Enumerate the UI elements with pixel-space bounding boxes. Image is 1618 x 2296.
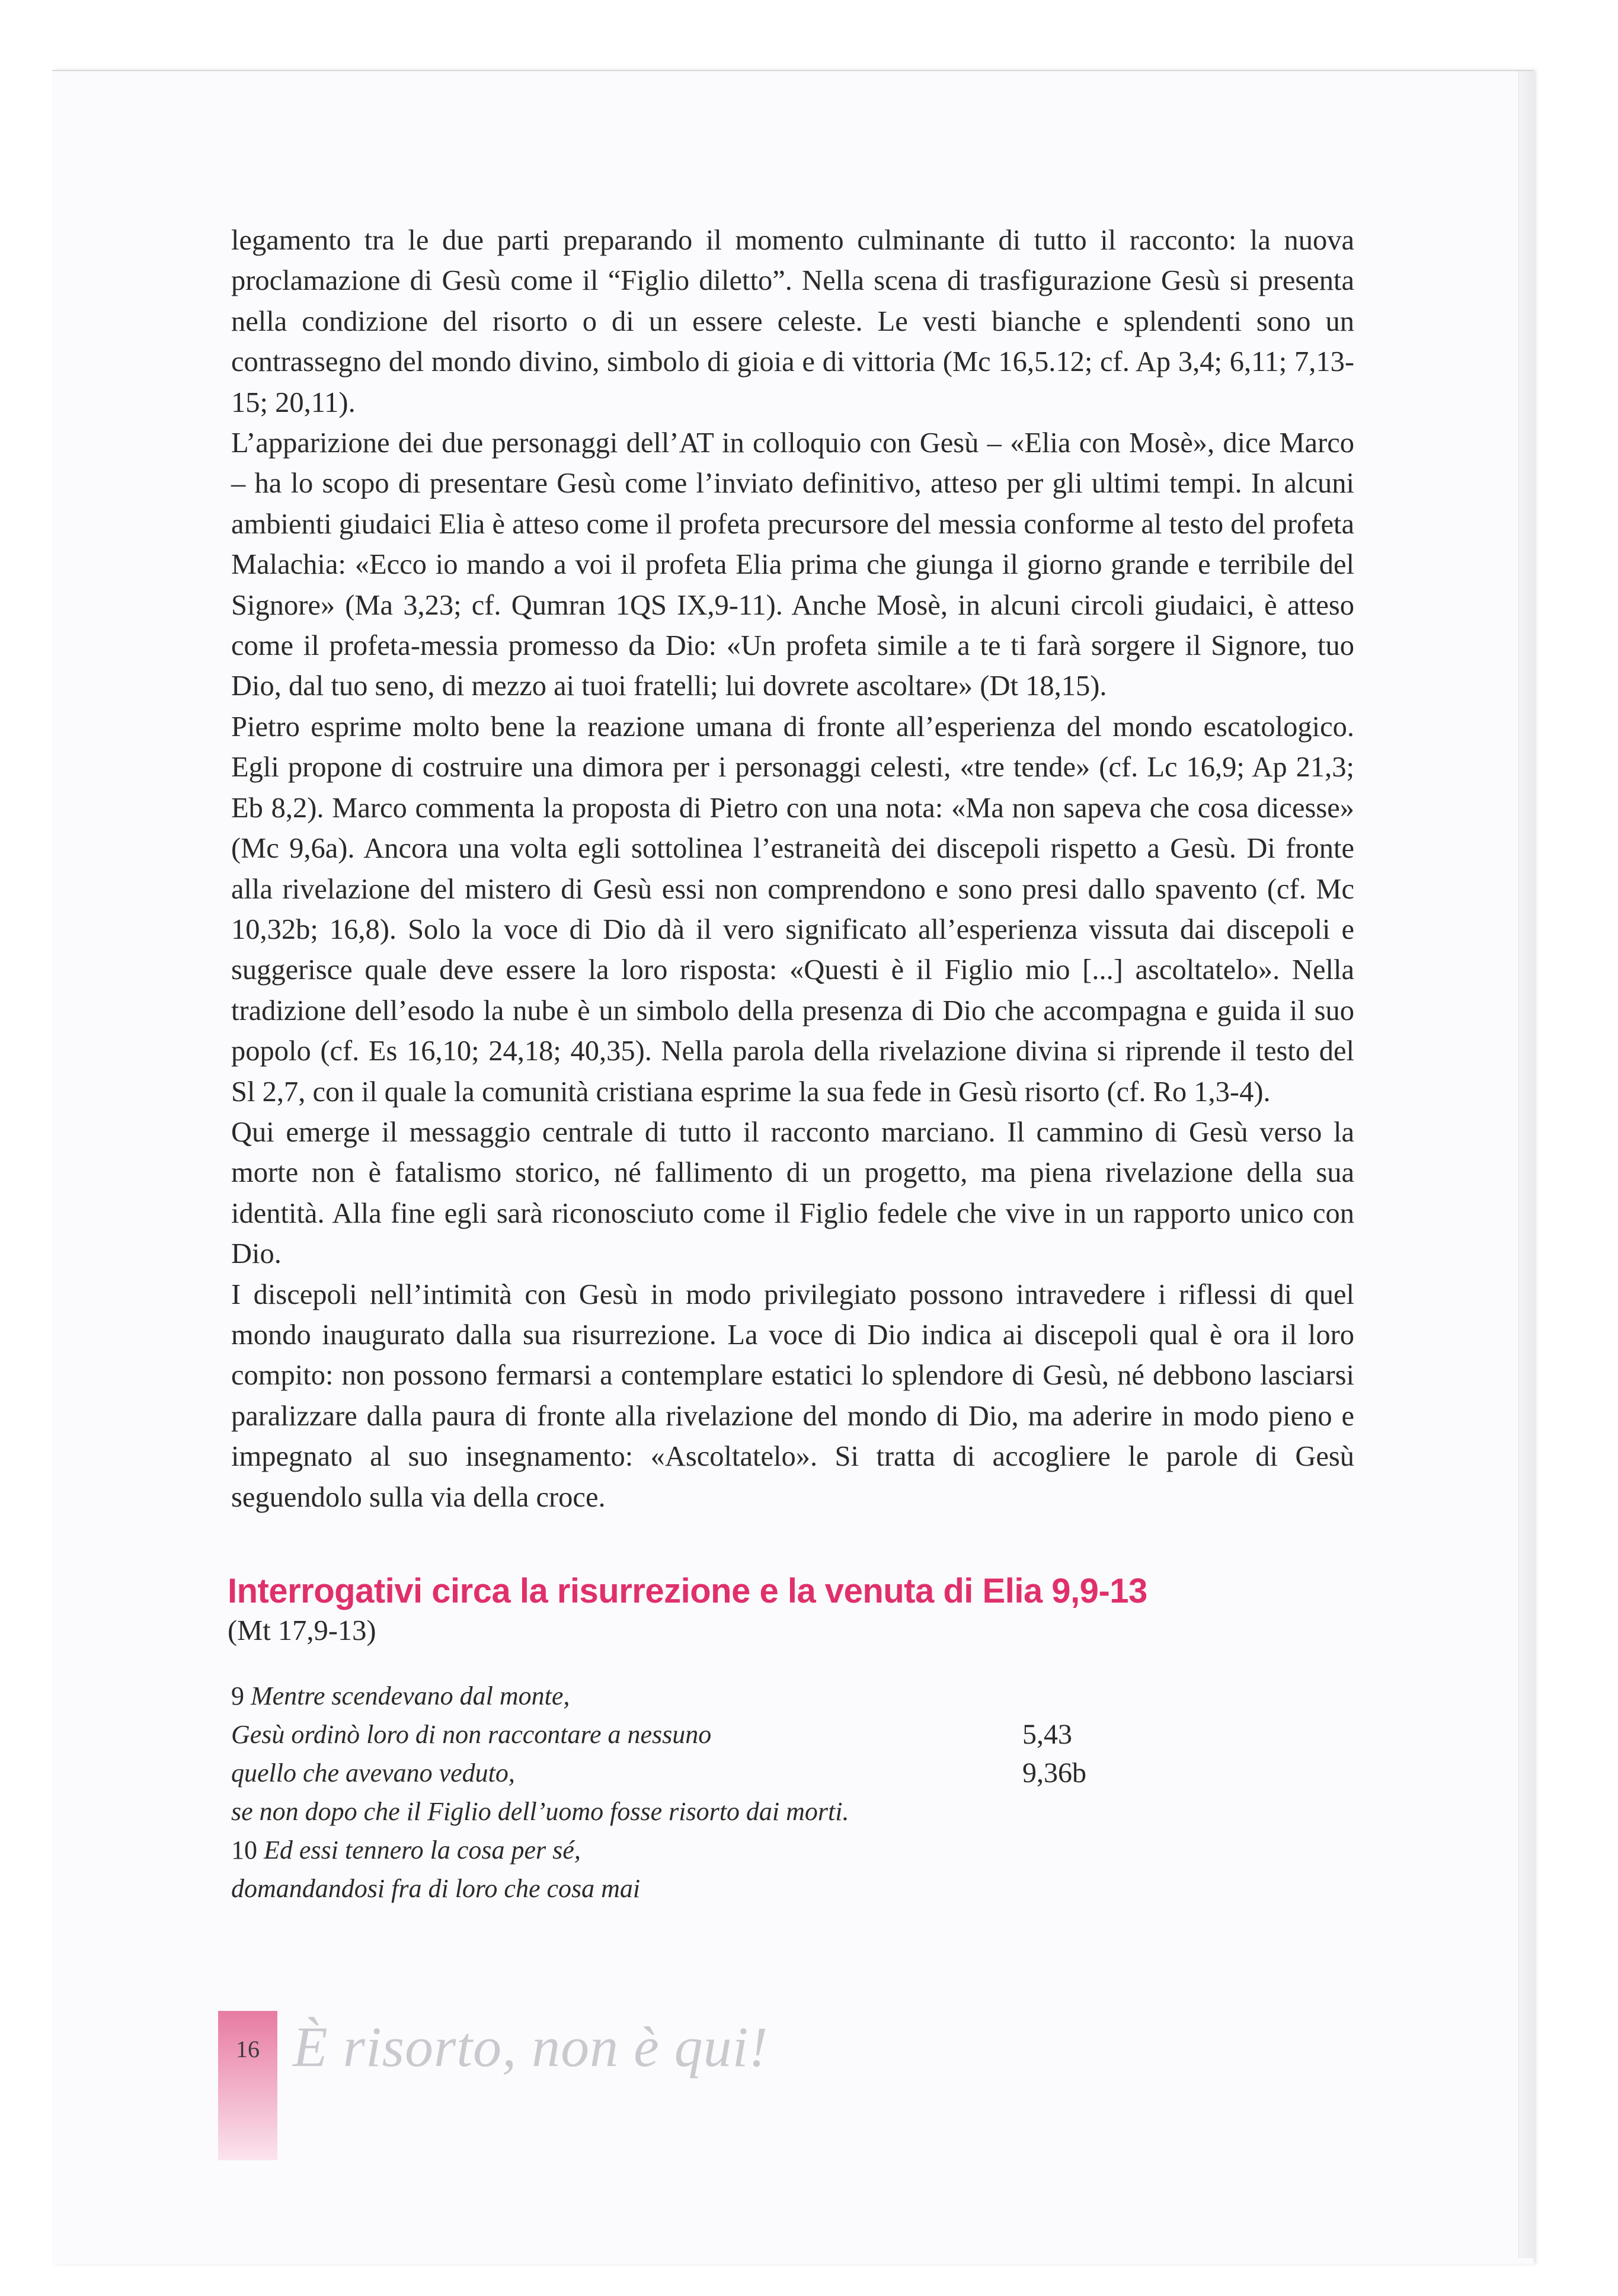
verse-text: se non dopo che il Figlio dell’uomo fosse risorto dai morti. — [231, 1797, 849, 1826]
verse-text: Mentre scendevano dal monte, — [251, 1681, 570, 1710]
page-content — [228, 220, 1354, 1908]
verse-line — [231, 1831, 1354, 1869]
paragraph-2: L’apparizione dei due personaggi dell’AT in colloquio con Gesù – «Elia con Mosè», dice Marco – ha lo scopo di presentare Gesù come l’inviato definitivo, atteso per gli ultimi tempi. In alcuni ambienti giudaici Elia è atteso come il profeta precursore del messia conforme al testo del profeta Malachia: «Ecco io mando a voi il profeta Elia prima che giunga il giorno grande e terribile del Signore» (Ma 3,23; cf. Qumran 1QS IX,9-11). Anche Mosè, in alcuni circoli giudaici, è atteso come il profeta-messia promesso da Dio: «Un profeta simile a te ti farà sorgere il Signore, tuo Dio, dal tuo seno, di mezzo ai tuoi fratelli; lui dovrete ascoltare» (Dt 18,15). — [231, 427, 1354, 702]
body-text — [231, 220, 1354, 1518]
verse-line — [231, 1715, 1354, 1754]
verse-cross-ref: 9,36b — [1022, 1757, 1086, 1789]
verse-text: Ed essi tennero la cosa per sé, — [264, 1835, 581, 1865]
verse-line — [231, 1792, 1354, 1831]
paragraph-1: legamento tra le due parti preparando il momento culminante di tutto il racconto: la nuova proclamazione di Gesù come il “Figlio diletto”. Nella scena di trasfigurazione Gesù si presenta nella condizione del risorto o di un essere celeste. Le vesti bianche e splendenti sono un contrassegno del mondo divino, simbolo di gioia e di vittoria (Mc 16,5.12; cf. Ap 3,4; 6,11; 7,13-15; 20,11). — [231, 225, 1354, 418]
paper-edge — [1518, 71, 1536, 2258]
verse-line — [231, 1869, 1354, 1908]
verse-list — [231, 1677, 1354, 1908]
verse-text: Gesù ordinò loro di non raccontare a nessuno — [231, 1720, 712, 1749]
verse-line — [231, 1677, 1354, 1715]
paragraph-5: I discepoli nell’intimità con Gesù in modo privilegiato possono intravedere i riflessi di quel mondo inaugurato dalla sua risurrezione. La voce di Dio indica ai discepoli qual è ora il loro compito: non possono fermarsi a contemplare estatici lo splendore di Gesù, né debbono lasciarsi paralizzare dalla paura di fronte alla rivelazione del mondo di Dio, ma aderire in modo pieno e impegnato al suo insegnamento: «Ascoltatelo». Si tratta di accogliere le parole di Gesù seguendolo sulla via della croce. — [231, 1278, 1354, 1513]
section-reference: (Mt 17,9-13) — [228, 1615, 376, 1646]
verse-line — [231, 1754, 1354, 1792]
paragraph-3: Pietro esprime molto bene la reazione umana di fronte all’esperienza del mondo escatologico. Egli propone di costruire una dimora per i personaggi celesti, «tre tende» (cf. Lc 16,9; Ap 21,3; Eb 8,2). Marco commenta la proposta di Pietro con una nota: «Ma non sapeva che cosa dicesse» (Mc 9,6a). Ancora una volta egli sottolinea l’estraneità dei discepoli rispetto a Gesù. Di fronte alla rivelazione del mistero di Gesù essi non comprendono e sono presi dallo spavento (cf. Mc 10,32b; 16,8). Solo la voce di Dio dà il vero significato all’esperienza vissuta dai discepoli e suggerisce quale deve essere la loro risposta: «Questi è il Figlio mio [...] ascoltatelo». Nella tradizione dell’esodo la nube è un simbolo della presenza di Dio che accompagna e guida il suo popolo (cf. Es 16,10; 24,18; 40,35). Nella parola della rivelazione divina si riprende il testo del Sl 2,7, con il quale la comunità cristiana esprime la sua fede in Gesù risorto (cf. Ro 1,3-4). — [231, 711, 1354, 1108]
verse-cross-ref: 5,43 — [1022, 1719, 1072, 1750]
section-title: Interrogativi circa la risurrezione e la venuta di Elia 9,9-13 — [228, 1572, 1147, 1610]
verse-number: 9 — [231, 1681, 251, 1710]
footer-accent-bar — [218, 2011, 277, 2160]
verse-text: domandandosi fra di loro che cosa mai — [231, 1874, 641, 1903]
verse-number: 10 — [231, 1835, 264, 1865]
paragraph-4: Qui emerge il messaggio centrale di tutto il racconto marciano. Il cammino di Gesù verso la morte non è fatalismo storico, né fallimento di un progetto, ma piena rivelazione della sua identità. Alla fine egli sarà riconosciuto come il Figlio fedele che vive in un rapporto unico con Dio. — [231, 1116, 1354, 1270]
page-number: 16 — [236, 2036, 260, 2062]
verse-text: quello che avevano veduto, — [231, 1758, 515, 1787]
footer-motto: È risorto, non è qui! — [293, 2015, 769, 2078]
